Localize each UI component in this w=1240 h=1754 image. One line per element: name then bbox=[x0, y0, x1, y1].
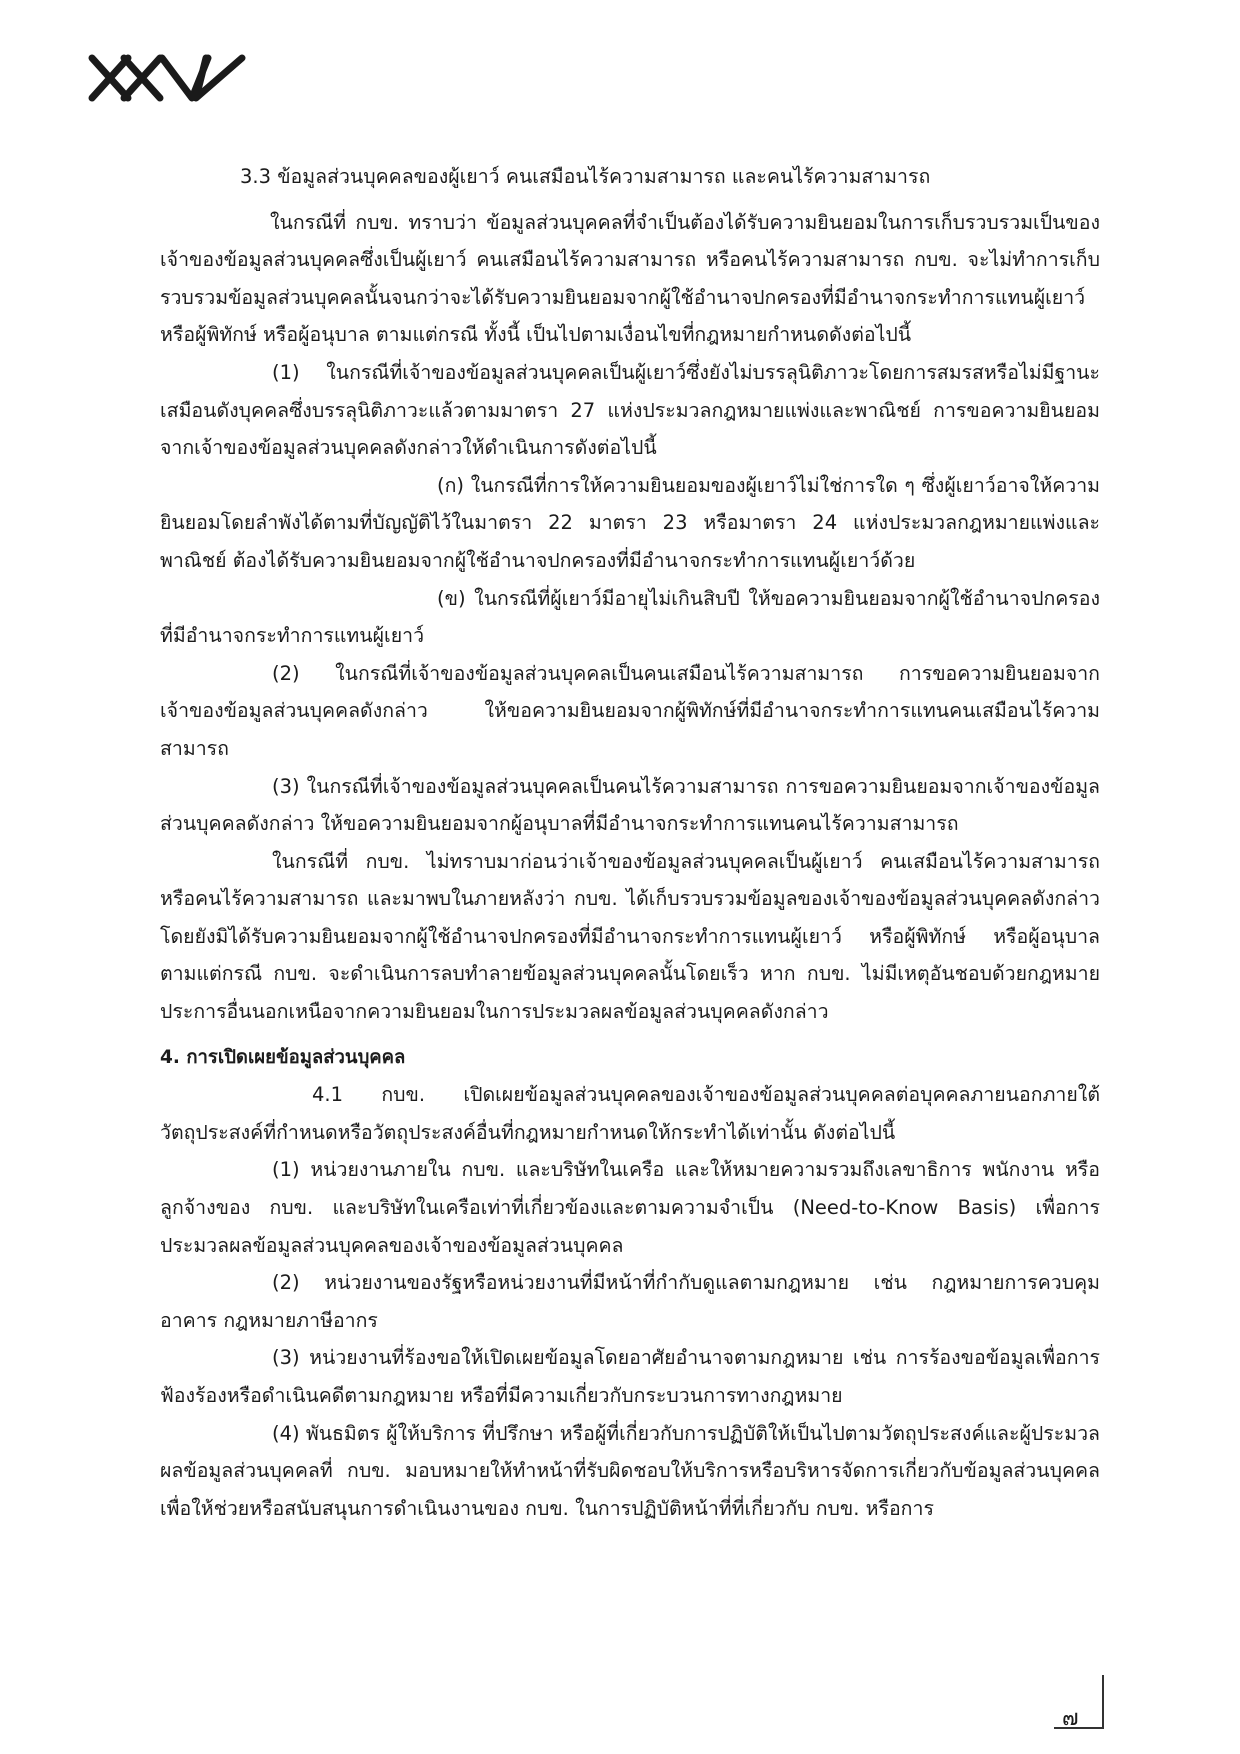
paragraph: (1) หน่วยงานภายใน กบข. และบริษัทในเครือ และให้หมายความรวมถึงเลขาธิการ พนักงาน หรือลูกจ้างของ กบข. และบริษัทในเครือเท่าที่เกี่ยวข้องและตามความจำเป็น (Need-to-Know Basis) เพื่อการประมวลผลข้อมูลส่วนบุคคลของเจ้าของข้อมูลส่วนบุคคล bbox=[160, 1158, 1100, 1257]
paragraph: (ก) ในกรณีที่การให้ความยินยอมของผู้เยาว์ไม่ใช่การใด ๆ ซึ่งผู้เยาว์อาจให้ความยินยอมโดยลำพังได้ตามที่บัญญัติไว้ในมาตรา 22 มาตรา 23 หรือมาตรา 24 แห่งประมวลกฎหมายแพ่งและพาณิชย์ ต้องได้รับความยินยอมจากผู้ใช้อำนาจปกครองที่มีอำนาจกระทำการแทนผู้เยาว์ด้วย bbox=[160, 473, 1100, 572]
section-3-3-heading: 3.3 ข้อมูลส่วนบุคคลของผู้เยาว์ คนเสมือนไร้ความสามารถ และคนไร้ความสามารถ bbox=[240, 165, 931, 188]
document-body bbox=[160, 158, 1100, 1527]
xxv-logo bbox=[88, 52, 248, 104]
page-number: ๗ bbox=[1062, 1706, 1079, 1731]
paragraph: ในกรณีที่ กบข. ทราบว่า ข้อมูลส่วนบุคคลที่จำเป็นต้องได้รับความยินยอมในการเก็บรวบรวมเป็นของเจ้าของข้อมูลส่วนบุคคลซึ่งเป็นผู้เยาว์ คนเสมือนไร้ความสามารถ หรือคนไร้ความสามารถ กบข. จะไม่ทำการเก็บรวบรวมข้อมูลส่วนบุคคลนั้นจนกว่าจะได้รับความยินยอมจากผู้ใช้อำนาจปกครองที่มีอำนาจกระทำการแทนผู้เยาว์ หรือผู้พิทักษ์ หรือผู้อนุบาล ตามแต่กรณี ทั้งนี้ เป็นไปตามเงื่อนไขที่กฎหมายกำหนดดังต่อไปนี้ bbox=[160, 210, 1100, 347]
paragraph: (1) ในกรณีที่เจ้าของข้อมูลส่วนบุคคลเป็นผู้เยาว์ซึ่งยังไม่บรรลุนิติภาวะโดยการสมรสหรือไม่มีฐานะเสมือนดังบุคคลซึ่งบรรลุนิติภาวะแล้วตามมาตรา 27 แห่งประมวลกฎหมายแพ่งและพาณิชย์ การขอความยินยอมจากเจ้าของข้อมูลส่วนบุคคลดังกล่าวให้ดำเนินการดังต่อไปนี้ bbox=[160, 360, 1100, 460]
section-4-heading: 4. การเปิดเผยข้อมูลส่วนบุคคล bbox=[160, 1046, 406, 1068]
paragraph: (2) ในกรณีที่เจ้าของข้อมูลส่วนบุคคลเป็นคนเสมือนไร้ความสามารถ การขอความยินยอมจากเจ้าของข้อมูลส่วนบุคคลดังกล่าว ให้ขอความยินยอมจากผู้พิทักษ์ที่มีอำนาจกระทำการแทนคนเสมือนไร้ความสามารถ bbox=[160, 661, 1100, 760]
paragraph: (ข) ในกรณีที่ผู้เยาว์มีอายุไม่เกินสิบปี ให้ขอความยินยอมจากผู้ใช้อำนาจปกครองที่มีอำนาจกระทำการแทนผู้เยาว์ bbox=[160, 586, 1100, 648]
paragraph: ในกรณีที่ กบข. ไม่ทราบมาก่อนว่าเจ้าของข้อมูลส่วนบุคคลเป็นผู้เยาว์ คนเสมือนไร้ความสามารถหรือคนไร้ความสามารถ และมาพบในภายหลังว่า กบข. ได้เก็บรวบรวมข้อมูลของเจ้าของข้อมูลส่วนบุคคลดังกล่าว โดยยังมิได้รับความยินยอมจากผู้ใช้อำนาจปกครองที่มีอำนาจกระทำการแทนผู้เยาว์ หรือผู้พิทักษ์ หรือผู้อนุบาล ตามแต่กรณี กบข. จะดำเนินการลบทำลายข้อมูลส่วนบุคคลนั้นโดยเร็ว หาก กบข. ไม่มีเหตุอันชอบด้วยกฎหมายประการอื่นนอกเหนือจากความยินยอมในการประมวลผลข้อมูลส่วนบุคคลดังกล่าว bbox=[160, 849, 1100, 1024]
page-number-border bbox=[1102, 1675, 1104, 1727]
paragraph: 4.1 กบข. เปิดเผยข้อมูลส่วนบุคคลของเจ้าของข้อมูลส่วนบุคคลต่อบุคคลภายนอกภายใต้วัตถุประสงค์ที่กำหนดหรือวัตถุประสงค์อื่นที่กฎหมายกำหนดให้กระทำได้เท่านั้น ดังต่อไปนี้ bbox=[160, 1083, 1100, 1144]
paragraph: (2) หน่วยงานของรัฐหรือหน่วยงานที่มีหน้าที่กำกับดูแลตามกฎหมาย เช่น กฎหมายการควบคุมอาคาร กฎหมายภาษีอากร bbox=[160, 1271, 1100, 1332]
paragraph: (3) ในกรณีที่เจ้าของข้อมูลส่วนบุคคลเป็นคนไร้ความสามารถ การขอความยินยอมจากเจ้าของข้อมูลส่วนบุคคลดังกล่าว ให้ขอความยินยอมจากผู้อนุบาลที่มีอำนาจกระทำการแทนคนไร้ความสามารถ bbox=[160, 774, 1100, 836]
paragraph: (3) หน่วยงานที่ร้องขอให้เปิดเผยข้อมูลโดยอาศัยอำนาจตามกฎหมาย เช่น การร้องขอข้อมูลเพื่อการฟ้องร้องหรือดำเนินคดีตามกฎหมาย หรือที่มีความเกี่ยวกับกระบวนการทางกฎหมาย bbox=[160, 1346, 1100, 1407]
paragraph: (4) พันธมิตร ผู้ให้บริการ ที่ปรึกษา หรือผู้ที่เกี่ยวกับการปฏิบัติให้เป็นไปตามวัตถุประสงค์และผู้ประมวลผลข้อมูลส่วนบุคคลที่ กบข. มอบหมายให้ทำหน้าที่รับผิดชอบให้บริการหรือบริหารจัดการเกี่ยวกับข้อมูลส่วนบุคคล เพื่อให้ช่วยหรือสนับสนุนการดำเนินงานของ กบข. ในการปฏิบัติหน้าที่ที่เกี่ยวกับ กบข. หรือการ bbox=[160, 1421, 1100, 1520]
